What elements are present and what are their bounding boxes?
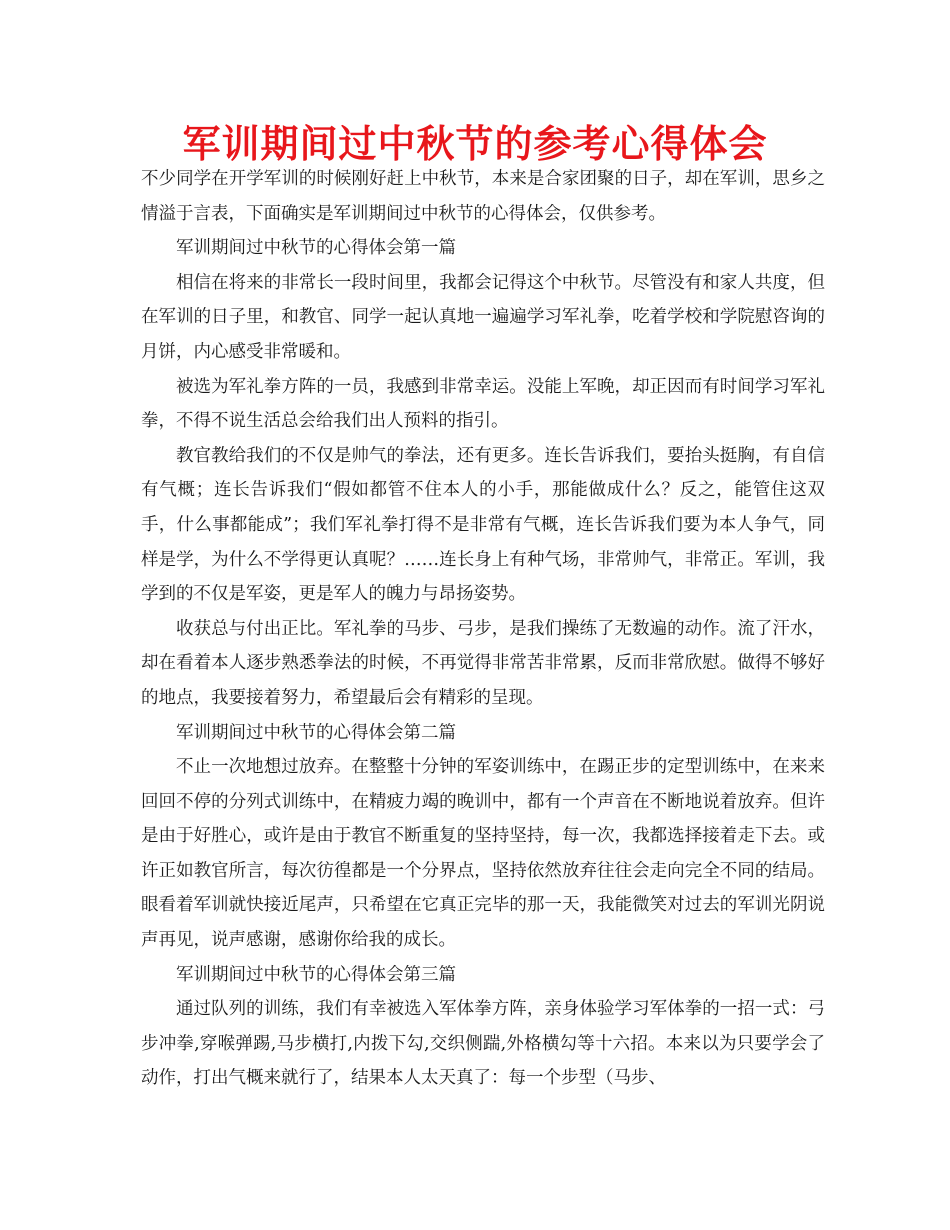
body-paragraph: 不止一次地想过放弃。在整整十分钟的军姿训练中，在踢正步的定型训练中，在来来回回不停的分列式训练中，在精疲力竭的晚训中，都有一个声音在不断地说着放弃。但许是由于好胜心，或许是由于教官不断重复的坚持坚持，每一次，我都选择接着走下去。或许正如教官所言，每次彷徨都是一个分界点，坚持依然放弃往往会走向完全不同的结局。眼看着军训就快接近尾声，只希望在它真正完毕的那一天，我能微笑对过去的军训光阴说声再见，说声感谢，感谢你给我的成长。 xyxy=(141,757,825,951)
body-paragraph: 收获总与付出正比。军礼拳的马步、弓步，是我们操练了无数遍的动作。流了汗水，却在看着本人逐步熟悉拳法的时候，不再觉得非常苦非常累，反而非常欣慰。做得不够好的地点，我要接着努力，希望最后会有精彩的呈现。 xyxy=(141,618,825,708)
document-body xyxy=(141,162,825,1096)
body-paragraph: 被选为军礼拳方阵的一员，我感到非常幸运。没能上军晚，却正因而有时间学习军礼拳，不得不说生活总会给我们出人预料的指引。 xyxy=(141,376,825,432)
section-heading-2: 军训期间过中秋节的心得体会第二篇 xyxy=(176,722,456,743)
body-paragraph: 教官教给我们的不仅是帅气的拳法，还有更多。连长告诉我们，要抬头挺胸，有自信有气概；连长告诉我们“假如都管不住本人的小手，那能做成什么？反之，能管住这双手，什么事都能成”；我们军礼拳打得不是非常有气概，连长告诉我们要为本人争气，同样是学，为什么不学得更认真呢？……连长身上有种气场，非常帅气，非常正。军训，我学到的不仅是军姿，更是军人的魄力与昂扬姿势。 xyxy=(141,445,825,605)
section-heading-1: 军训期间过中秋节的心得体会第一篇 xyxy=(176,238,456,259)
body-paragraph: 相信在将来的非常长一段时间里，我都会记得这个中秋节。尽管没有和家人共度，但在军训的日子里，和教官、同学一起认真地一遍遍学习军礼拳，吃着学校和学院慰咨询的月饼，内心感受非常暖和。 xyxy=(141,272,825,362)
document-title: 军训期间过中秋节的参考心得体会 xyxy=(182,122,768,166)
body-paragraph: 通过队列的训练，我们有幸被选入军体拳方阵，亲身体验学习军体拳的一招一式：弓步冲拳,穿喉弹踢,马步横打,内拨下勾,交织侧踹,外格横勾等十六招。本来以为只要学会了动作，打出气概来就行了，结果本人太天真了：每一个步型（马步、 xyxy=(141,999,825,1089)
intro-paragraph: 不少同学在开学军训的时候刚好赶上中秋节，本来是合家团聚的日子，却在军训，思乡之情溢于言表，下面确实是军训期间过中秋节的心得体会，仅供参考。 xyxy=(141,169,825,224)
section-heading-3: 军训期间过中秋节的心得体会第三篇 xyxy=(176,964,456,985)
